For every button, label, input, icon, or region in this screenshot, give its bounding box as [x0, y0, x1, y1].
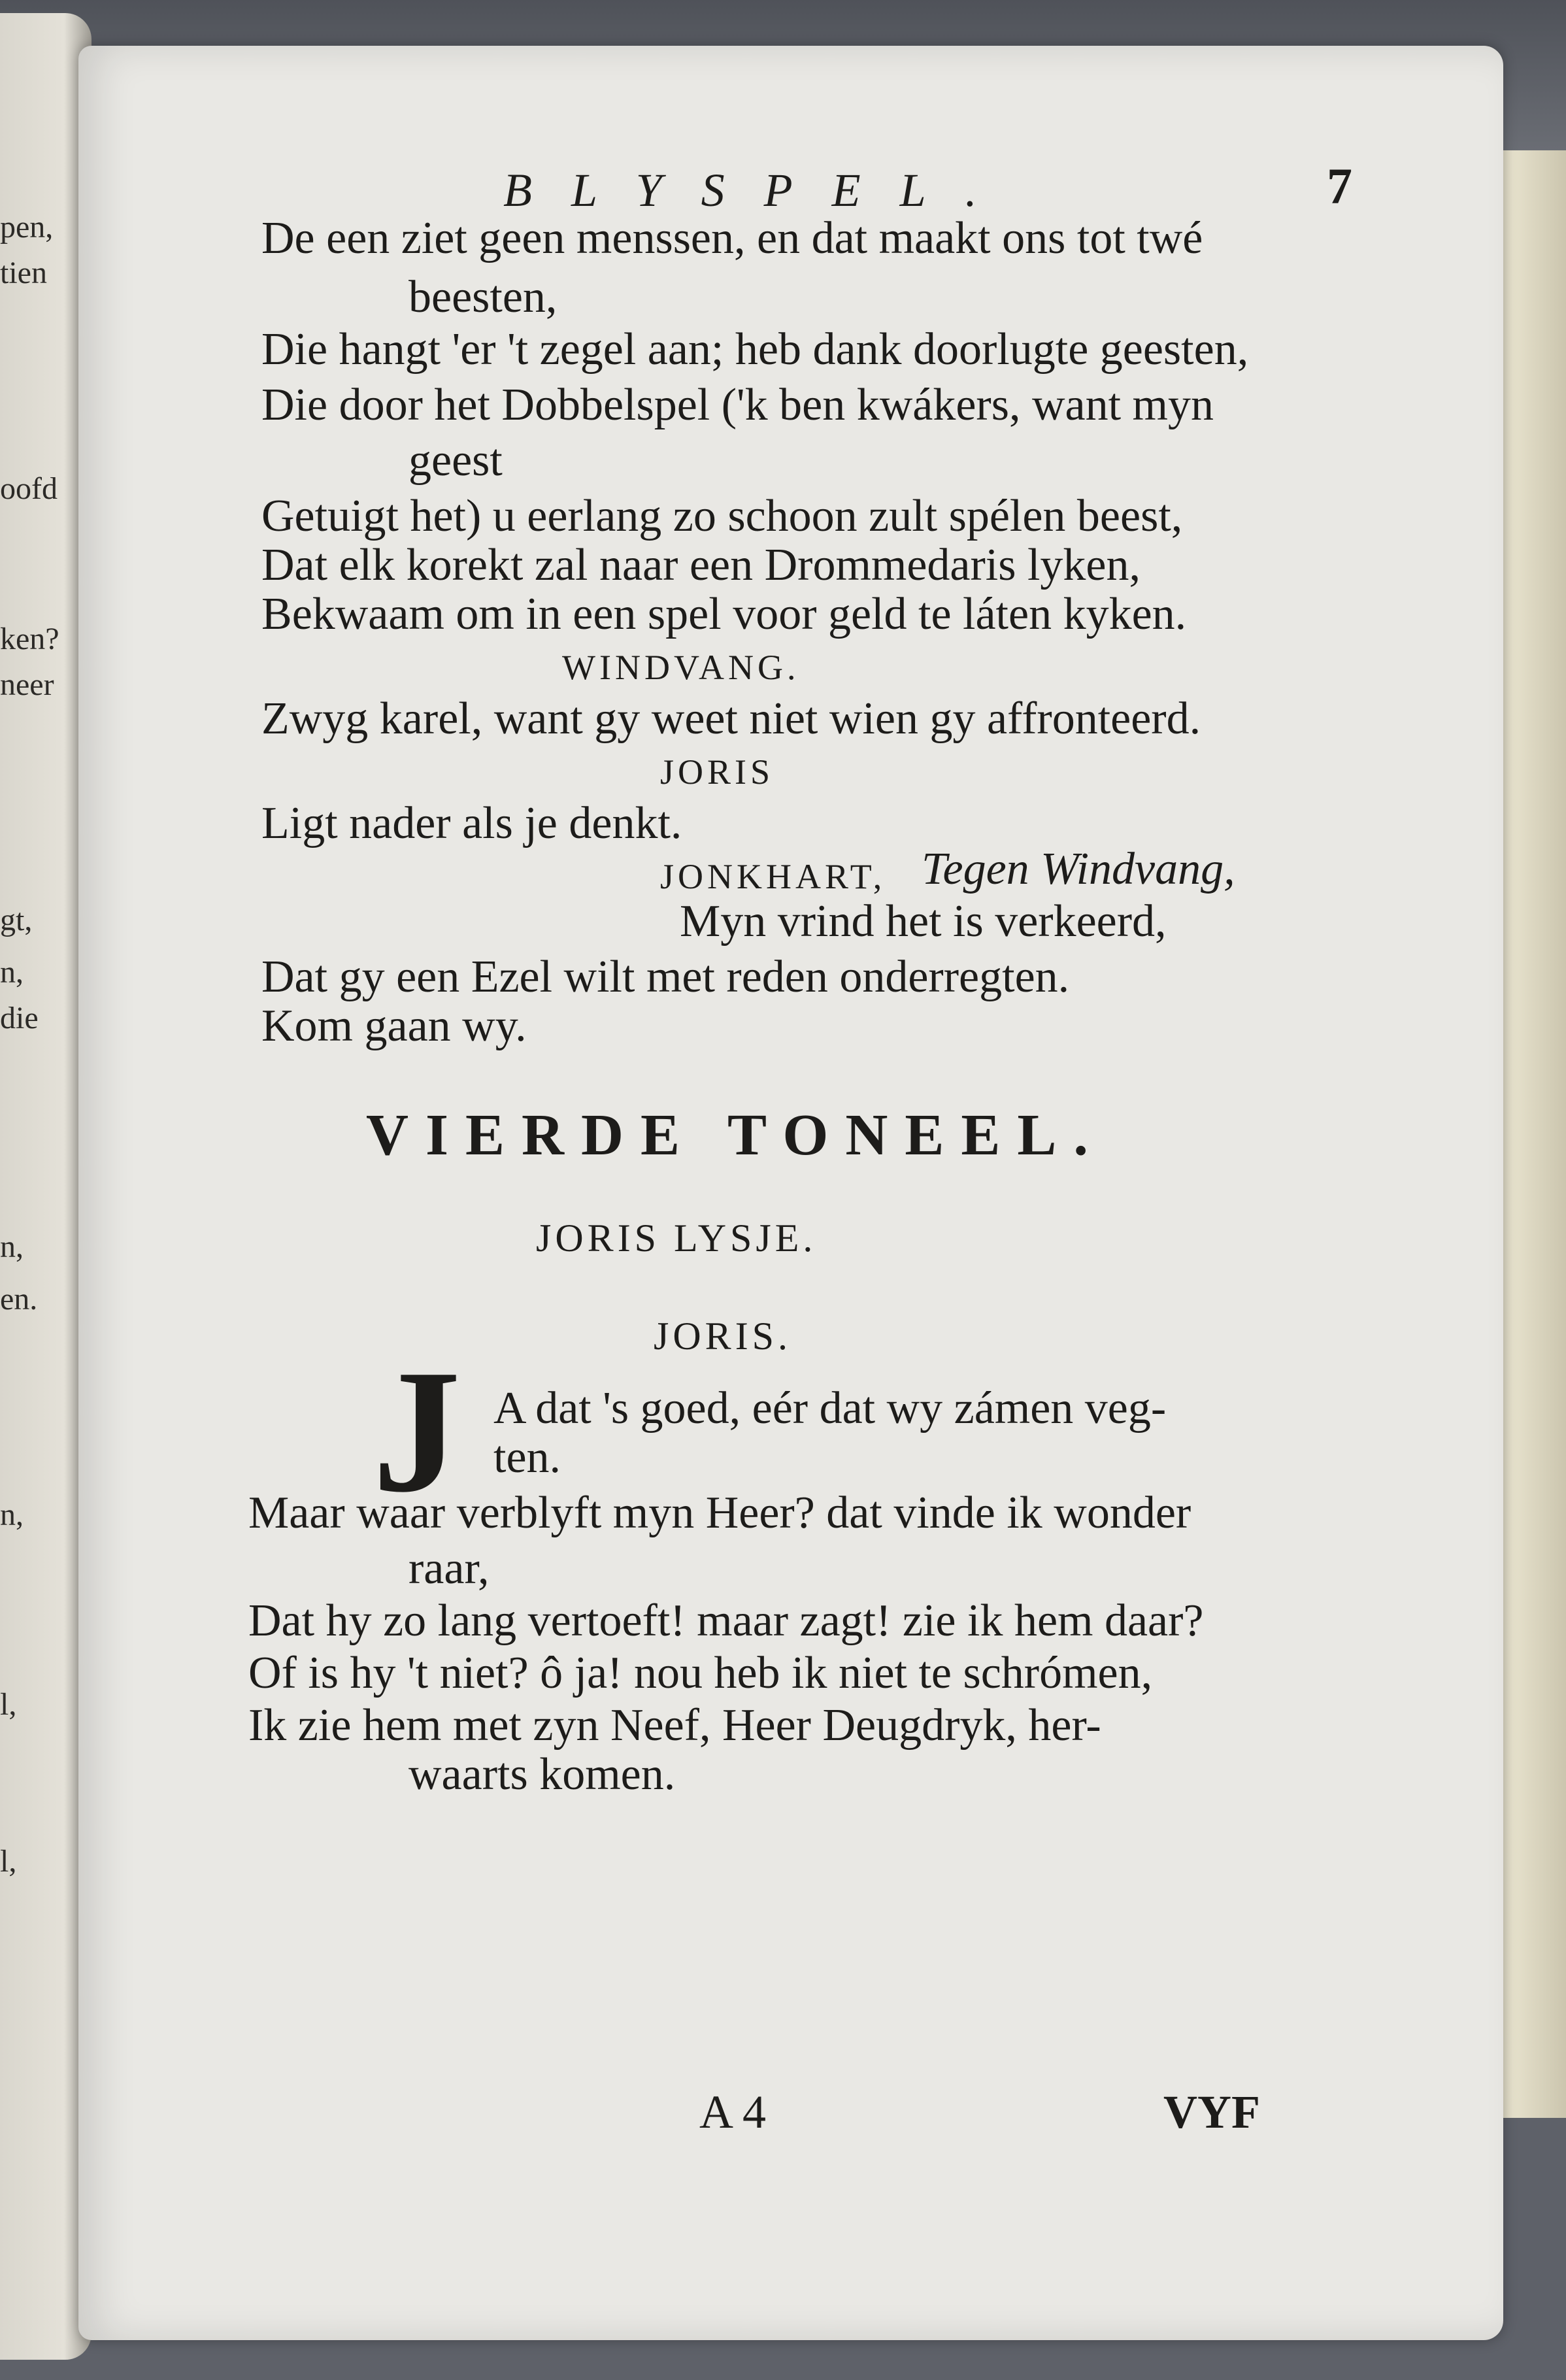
drop-cap: J — [373, 1333, 461, 1529]
facing-page-edge — [0, 13, 92, 2360]
verse-line: geest — [408, 435, 503, 486]
verse-line: raar, — [408, 1543, 490, 1594]
speaker-name: JORIS — [660, 752, 775, 792]
verse-line: Kom gaan wy. — [261, 1001, 527, 1051]
verse-line: Zwyg karel, want gy weet niet wien gy affronteerd. — [261, 694, 1201, 744]
book-page — [78, 46, 1503, 2340]
facing-text: n, — [0, 955, 24, 990]
speaker-name: JORIS. — [654, 1315, 792, 1358]
stage-direction: Tegen Windvang, — [922, 844, 1235, 894]
page-number: 7 — [1327, 158, 1352, 214]
verse-line: Ik zie hem met zyn Neef, Heer Deugdryk, her- — [248, 1700, 1101, 1751]
facing-text: en. — [0, 1282, 38, 1316]
facing-text: pen, — [0, 210, 54, 244]
running-title: BLYSPEL. — [503, 164, 1016, 216]
facing-text: oofd — [0, 471, 58, 506]
verse-line: Dat gy een Ezel wilt met reden onderregten. — [261, 952, 1070, 1002]
facing-text: die — [0, 1001, 39, 1035]
facing-text: neer — [0, 667, 54, 702]
verse-line: Die hangt 'er 't zegel aan; heb dank doorlugte geesten, — [261, 324, 1249, 375]
verse-line: beesten, — [408, 272, 558, 322]
verse-line: Maar waar verblyft myn Heer? dat vinde ik wonder — [248, 1488, 1191, 1538]
speaker-name: WINDVANG. — [562, 648, 800, 687]
verse-line: A dat 's goed, eér dat wy zámen veg- — [493, 1383, 1167, 1433]
verse-line: Myn vrind het is verkeerd, — [680, 896, 1167, 947]
facing-text: gt, — [0, 903, 33, 937]
signature-mark: A 4 — [699, 2086, 767, 2138]
facing-text: l, — [0, 1844, 17, 1879]
speaker-name: JONKHART, — [660, 857, 886, 896]
scene-title: VIERDE TONEEL. — [366, 1103, 1105, 1167]
facing-text: n, — [0, 1498, 24, 1532]
catchword: VYF — [1163, 2086, 1260, 2138]
verse-line: Die door het Dobbelspel ('k ben kwákers, want myn — [261, 380, 1214, 430]
scene-characters: JORIS LYSJE. — [536, 1216, 817, 1260]
facing-text: ken? — [0, 622, 59, 656]
verse-line: waarts komen. — [408, 1749, 676, 1800]
verse-line: Ligt nader als je denkt. — [261, 798, 682, 848]
verse-line: Dat elk korekt zal naar een Drommedaris lyken, — [261, 540, 1141, 590]
verse-line: Bekwaam om in een spel voor geld te láten kyken. — [261, 589, 1187, 639]
verse-line: De een ziet geen menssen, en dat maakt ons tot twé — [261, 213, 1203, 263]
facing-text: l, — [0, 1687, 17, 1722]
verse-line: Getuigt het) u eerlang zo schoon zult spélen beest, — [261, 491, 1183, 541]
facing-text: tien — [0, 256, 47, 290]
facing-text: n, — [0, 1230, 24, 1264]
verse-line: ten. — [493, 1432, 561, 1483]
verse-line: Of is hy 't niet? ô ja! nou heb ik niet te schrómen, — [248, 1648, 1153, 1698]
verse-line: Dat hy zo lang vertoeft! maar zagt! zie ik hem daar? — [248, 1596, 1204, 1646]
